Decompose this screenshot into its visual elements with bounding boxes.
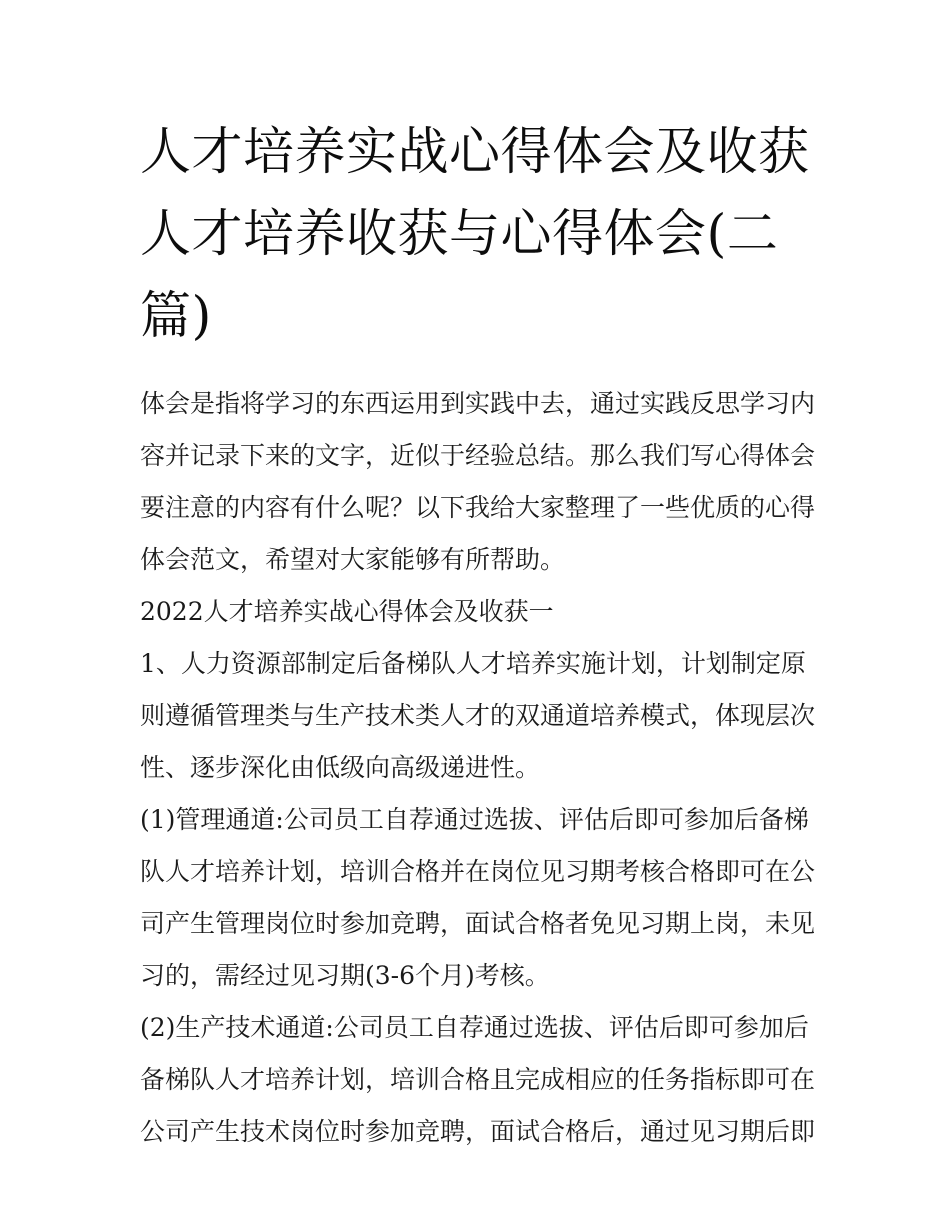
- section-heading: 2022人才培养实战心得体会及收获一: [140, 597, 554, 626]
- document-page: [140, 112, 820, 1158]
- paragraph-1: 1、人力资源部制定后备梯队人才培养实施计划，计划制定原则遵循管理类与生产技术类人才的双通道培养模式，体现层次性、逐步深化由低级向高级递进性。: [140, 649, 816, 782]
- document-title: 人才培养实战心得体会及收获 人才培养收获与心得体会(二篇): [140, 123, 810, 346]
- paragraph-technical-channel: (2)生产技术通道:公司员工自荐通过选拔、评估后即可参加后备梯队人才培养计划，培训合格且完成相应的任务指标即可在公司产生技术岗位时参加竞聘，面试合格后，通过见习期后即: [140, 1013, 816, 1146]
- intro-paragraph: 体会是指将学习的东西运用到实践中去，通过实践反思学习内容并记录下来的文字，近似于经验总结。那么我们写心得体会要注意的内容有什么呢？以下我给大家整理了一些优质的心得体会范文，希望对大家能够有所帮助。: [140, 389, 816, 574]
- paragraph-management-channel: (1)管理通道:公司员工自荐通过选拔、评估后即可参加后备梯队人才培养计划，培训合格并在岗位见习期考核合格即可在公司产生管理岗位时参加竞聘，面试合格者免见习期上岗，未见习的，需经过见习期(3-6个月)考核。: [140, 805, 816, 990]
